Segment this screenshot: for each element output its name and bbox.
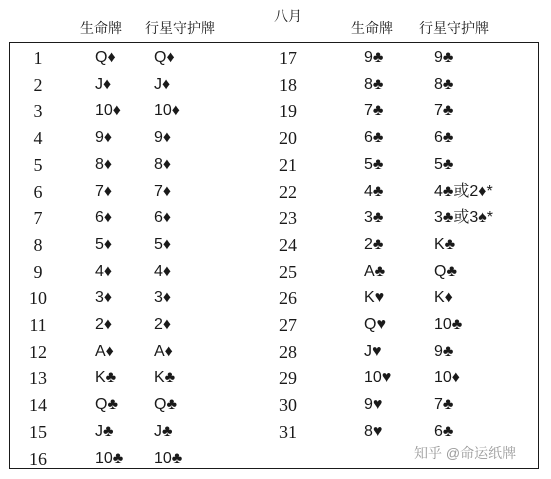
life-card: Q♥ — [364, 316, 386, 333]
day-number: 24 — [279, 235, 297, 255]
guardian-card: 9♦ — [154, 129, 172, 146]
day-number: 2 — [33, 75, 43, 95]
guardian-card: 10♦ — [434, 369, 460, 386]
guardian-card: Q♦ — [154, 49, 175, 66]
life-card: 10♥ — [364, 369, 392, 386]
day-number: 29 — [279, 368, 297, 388]
life-card: 6♦ — [95, 209, 113, 226]
life-card: 3♣ — [364, 209, 384, 226]
day-number: 5 — [33, 155, 43, 175]
day-number: 13 — [29, 368, 47, 388]
day-number: 30 — [279, 395, 297, 415]
life-card: A♦ — [95, 343, 114, 360]
life-card: J♣ — [95, 423, 114, 440]
day-number: 27 — [279, 315, 297, 335]
day-number: 8 — [33, 235, 43, 255]
guardian-card: 6♦ — [154, 209, 172, 226]
guardian-card: J♦ — [154, 76, 171, 93]
day-number: 4 — [33, 128, 43, 148]
life-card: 2♣ — [364, 236, 384, 253]
guardian-card: 9♣ — [434, 49, 454, 66]
life-card: 7♣ — [364, 102, 384, 119]
header-left-life-card: 生命牌 — [80, 20, 122, 36]
guardian-card: 8♦ — [154, 156, 172, 173]
life-card: A♣ — [364, 263, 386, 280]
guardian-card: 3♣或3♠* — [434, 209, 494, 226]
life-card: 10♣ — [95, 450, 124, 467]
day-number: 31 — [279, 422, 297, 442]
day-number: 6 — [33, 182, 43, 202]
life-card: 9♦ — [95, 129, 113, 146]
day-number: 19 — [279, 101, 297, 121]
guardian-card: A♦ — [154, 343, 173, 360]
life-card: Q♦ — [95, 49, 116, 66]
life-card: J♥ — [364, 343, 382, 360]
day-number: 3 — [33, 101, 43, 121]
guardian-card: 10♣ — [434, 316, 463, 333]
guardian-card: 2♦ — [154, 316, 172, 333]
day-number: 17 — [279, 48, 297, 68]
guardian-card: 7♣ — [434, 396, 454, 413]
life-card: Q♣ — [95, 396, 118, 413]
guardian-card: J♣ — [154, 423, 173, 440]
day-number: 22 — [279, 182, 297, 202]
guardian-card: Q♣ — [434, 263, 457, 280]
guardian-card: 6♣ — [434, 129, 454, 146]
guardian-card: 4♣或2♦* — [434, 183, 493, 200]
day-number: 9 — [33, 262, 43, 282]
day-number: 15 — [29, 422, 47, 442]
day-number: 18 — [279, 75, 297, 95]
life-card: 2♦ — [95, 316, 113, 333]
guardian-card: 4♦ — [154, 263, 172, 280]
day-number: 28 — [279, 342, 297, 362]
header-left-guardian-card: 行星守护牌 — [145, 20, 215, 36]
guardian-card: 5♣ — [434, 156, 454, 173]
guardian-card: K♣ — [434, 236, 456, 253]
day-number: 10 — [29, 288, 47, 308]
life-card: 3♦ — [95, 289, 113, 306]
day-number: 26 — [279, 288, 297, 308]
guardian-card: K♣ — [154, 369, 176, 386]
life-card: 4♦ — [95, 263, 113, 280]
header-right-life-card: 生命牌 — [351, 20, 393, 36]
life-card: 7♦ — [95, 183, 113, 200]
life-card: 9♥ — [364, 396, 383, 413]
life-card: 5♦ — [95, 236, 113, 253]
day-number: 25 — [279, 262, 297, 282]
life-card: 10♦ — [95, 102, 121, 119]
life-card: 9♣ — [364, 49, 384, 66]
day-number: 7 — [33, 208, 43, 228]
day-number: 12 — [29, 342, 47, 362]
life-card: J♦ — [95, 76, 112, 93]
guardian-card: 7♦ — [154, 183, 172, 200]
life-card: 8♥ — [364, 423, 383, 440]
day-number: 21 — [279, 155, 297, 175]
day-number: 23 — [279, 208, 297, 228]
month-title: 八月 — [274, 8, 302, 24]
guardian-card: 10♦ — [154, 102, 180, 119]
guardian-card: K♦ — [434, 289, 453, 306]
day-number: 14 — [29, 395, 47, 415]
guardian-card: 6♣ — [434, 423, 454, 440]
guardian-card: 7♣ — [434, 102, 454, 119]
header-right-guardian-card: 行星守护牌 — [419, 20, 489, 36]
life-card: 4♣ — [364, 183, 384, 200]
guardian-card: 10♣ — [154, 450, 183, 467]
watermark: 知乎 @命运纸牌 — [414, 445, 517, 461]
life-card: 6♣ — [364, 129, 384, 146]
guardian-card: 5♦ — [154, 236, 172, 253]
guardian-card: 9♣ — [434, 343, 454, 360]
life-card: 5♣ — [364, 156, 384, 173]
life-card: 8♦ — [95, 156, 113, 173]
day-number: 20 — [279, 128, 297, 148]
guardian-card: Q♣ — [154, 396, 177, 413]
life-card: 8♣ — [364, 76, 384, 93]
day-number: 16 — [29, 449, 47, 469]
life-card: K♣ — [95, 369, 117, 386]
guardian-card: 3♦ — [154, 289, 172, 306]
guardian-card: 8♣ — [434, 76, 454, 93]
day-number: 1 — [33, 48, 43, 68]
day-number: 11 — [29, 315, 47, 335]
life-card: K♥ — [364, 289, 385, 306]
